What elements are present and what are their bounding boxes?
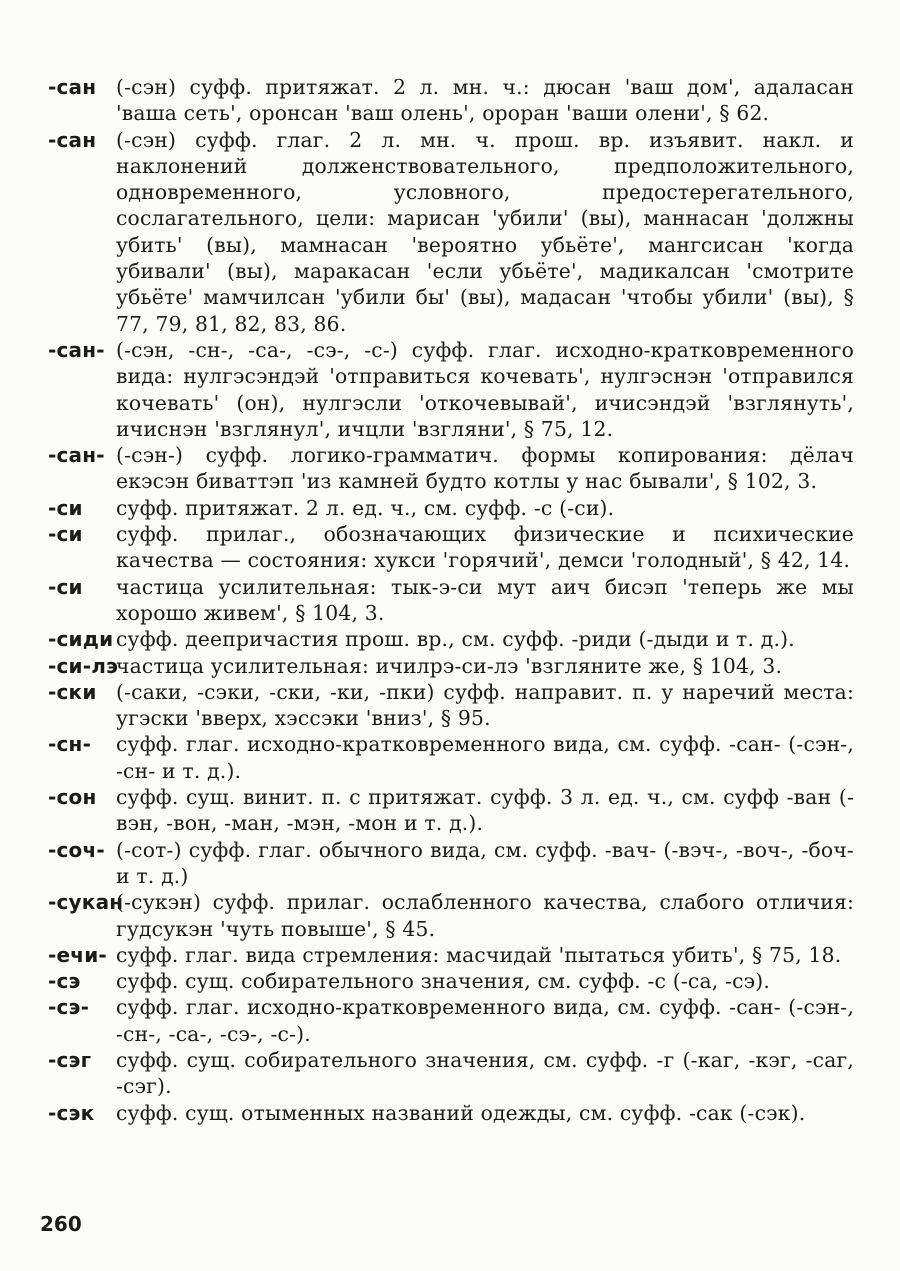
dictionary-entry (48, 784, 854, 837)
dictionary-entry (48, 337, 854, 442)
entry-definition: суфф. глаг. вида стремления: масчидай 'пытаться убить', § 75, 18. (116, 942, 842, 967)
dictionary-entry (48, 521, 854, 574)
entry-definition: суфф. прилаг., обозначающих физические и психические качества — состояния: хукси 'горячий', демси 'голодный', § 42, 14. (116, 522, 854, 573)
dictionary-entry (48, 889, 854, 942)
entry-headword: -си (48, 522, 83, 547)
entry-definition: (-сэн-) суфф. логико-грамматич. формы копирования: дёлач екэсэн биваттэп 'из камней будто котлы у нас бывали', § 102, 3. (116, 443, 854, 494)
entry-definition: частица усилительная: ичилрэ-си-лэ 'взгляните же, § 104, 3. (116, 653, 783, 678)
entry-definition: (-сот-) суфф. глаг. обычного вида, см. суфф. -вач- (-вэч-, -воч-, -боч- и т. д.) (116, 837, 854, 888)
entry-headword: -сан- (48, 443, 105, 468)
entry-headword: -сн- (48, 732, 92, 757)
entry-headword: -ечи- (48, 942, 107, 967)
dictionary-entry (48, 127, 854, 337)
entry-headword: -сон (48, 785, 97, 810)
dictionary-entry (48, 731, 854, 784)
dictionary-entry (48, 968, 854, 994)
entry-definition: (-сэн) суфф. глаг. 2 л. мн. ч. прош. вр. изъявит. накл. и наклонений долженствовательного, предположительного, одновременного, условного, предостерегательного, сослагательного, цели: марисан 'убили' (вы), маннасан 'должны убить' (вы), мамнасан 'вероятно убьёте', мангсисан 'когда убивали' (вы), маракасан 'если убьёте', мадикалсан 'смотрите убьёте' мамчилсан 'убили бы' (вы), мадасан 'чтобы убили' (вы), § 77, 79, 81, 82, 83, 86. (116, 127, 854, 336)
entry-headword: -сан (48, 127, 97, 152)
entry-definition: суфф. глаг. исходно-кратковременного вида, см. суфф. -сан- (-сэн-, -сн- и т. д.). (116, 732, 854, 783)
dictionary-entry (48, 679, 854, 732)
entry-headword: -сэк (48, 1100, 95, 1125)
entry-definition: суфф. сущ. отыменных названий одежды, см. суфф. -сак (-сэк). (116, 1100, 806, 1125)
dictionary-entry (48, 442, 854, 495)
entry-headword: -сукан (48, 890, 124, 915)
entry-headword: -сэ (48, 969, 81, 994)
dictionary-entry (48, 1100, 854, 1126)
entry-headword: -си (48, 495, 83, 520)
entry-headword: -сэ- (48, 995, 90, 1020)
page-number: 260 (40, 1212, 82, 1236)
dictionary-entry (48, 942, 854, 968)
entry-definition: суфф. сущ. винит. п. с притяжат. суфф. 3 л. ед. ч., см. суфф -ван (-вэн, -вон, -ман, -мэн, -мон и т. д.). (116, 785, 854, 836)
dictionary-entry (48, 1047, 854, 1100)
entry-headword: -сан- (48, 337, 105, 362)
entry-definition: (-сукэн) суфф. прилаг. ослабленного качества, слабого отличия: гудсукэн 'чуть повыше', § 45. (116, 890, 854, 941)
entry-definition: (-сэн, -сн-, -са-, -сэ-, -с-) суфф. глаг. исходно-кратковременного вида: нулгэсэндэй 'отправиться кочевать', нулгэснэн 'отправился кочевать' (он), нулгэсли 'откочевывай', ичисэндэй 'взглянуть', ичиснэн 'взглянул', ичцли 'взгляни', § 75, 12. (116, 337, 854, 441)
entry-definition: суфф. сущ. собирательного значения, см. суфф. -г (-каг, -кэг, -саг, -сэг). (116, 1047, 854, 1099)
dictionary-entry (48, 495, 854, 521)
entry-headword: -сан (48, 75, 97, 99)
entry-definition: суфф. деепричастия прош. вр., см. суфф. -риди (-дыди и т. д.). (116, 627, 795, 652)
dictionary-entry (48, 837, 854, 890)
entry-headword: -соч- (48, 837, 105, 862)
entry-definition: суфф. сущ. собирательного значения, см. суфф. -с (-са, -сэ). (116, 969, 770, 994)
entry-definition: частица усилительная: тык-э-си мут аич бисэп 'теперь же мы хорошо живем', § 104, 3. (116, 574, 854, 625)
dictionary-entry (48, 74, 854, 127)
dictionary-entry (48, 994, 854, 1047)
entry-definition: (-саки, -сэки, -ски, -ки, -пки) суфф. направит. п. у наречий места: угэски 'вверх, хэссэки 'вниз', § 95. (116, 679, 854, 731)
entry-definition: (-сэн) суфф. притяжат. 2 л. мн. ч.: дюсан 'ваш дом', адаласан 'ваша сеть', оронсан 'ваш олень', ороран 'ваши олени', § 62. (116, 75, 854, 126)
dictionary-entry (48, 653, 854, 679)
entry-headword: -си (48, 574, 83, 599)
dictionary-entry (48, 574, 854, 627)
entry-list (48, 74, 854, 1126)
dictionary-entry (48, 626, 854, 652)
entry-headword: -сэг (48, 1047, 92, 1072)
entry-headword: -ски (48, 679, 97, 704)
entry-definition: суфф. глаг. исходно-кратковременного вида, см. суфф. -сан- (-сэн-, -сн-, -са-, -сэ-, -с-). (116, 995, 854, 1046)
entry-definition: суфф. притяжат. 2 л. ед. ч., см. суфф. -с (-си). (116, 495, 615, 520)
entry-headword: -си-лэ (48, 653, 119, 678)
entry-headword: -сиди (48, 627, 114, 652)
